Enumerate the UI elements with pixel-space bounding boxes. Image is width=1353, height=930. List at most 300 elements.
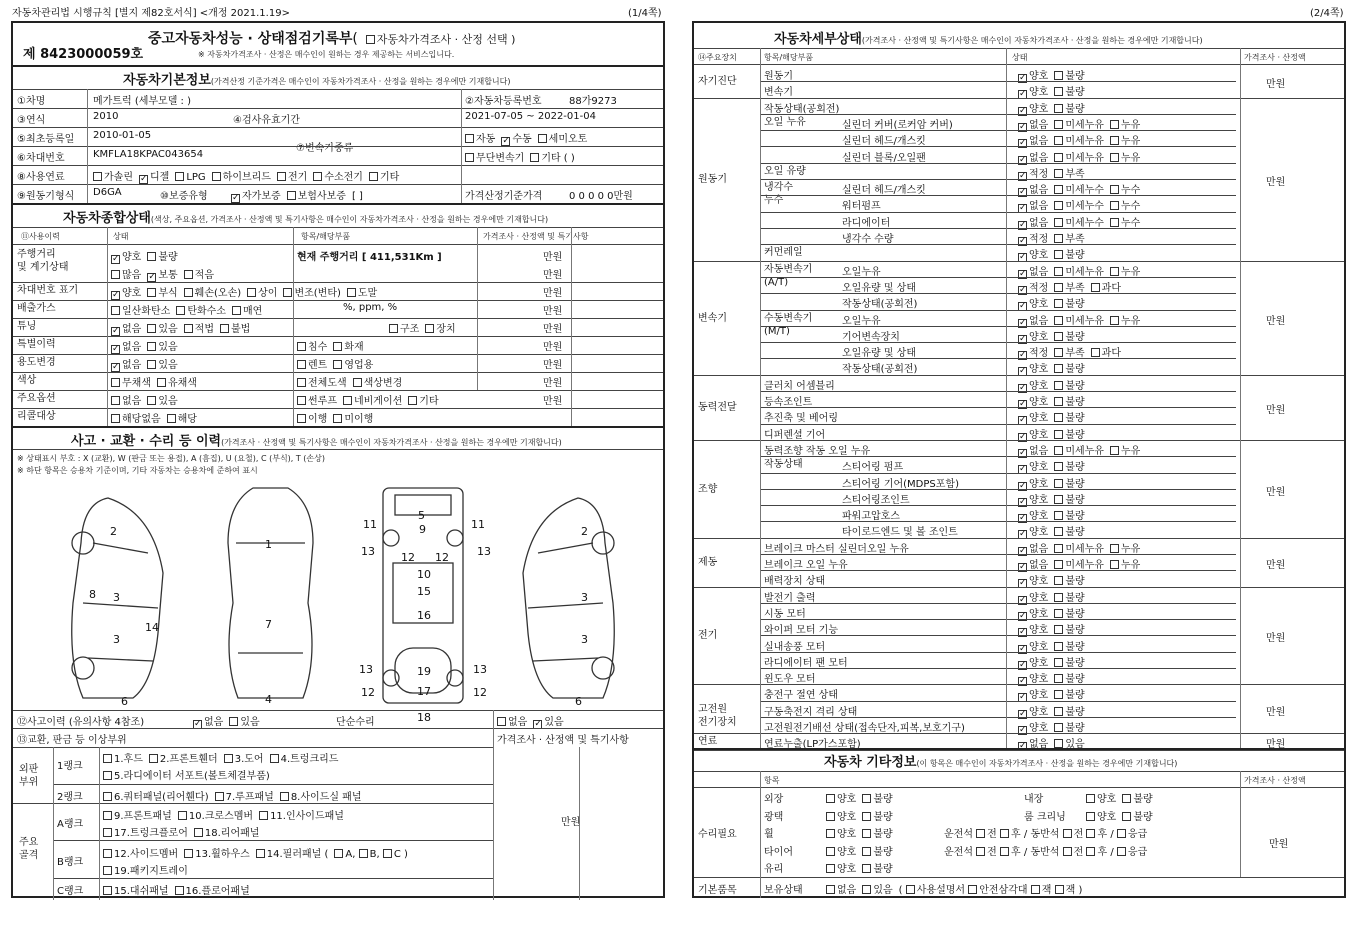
detail-state-options: ✓ 적정 부족 과다 — [1018, 344, 1127, 360]
detail-state-options: ✓ 양호 불량 — [1018, 572, 1091, 588]
checkbox[interactable] — [1054, 707, 1063, 716]
other-price-value: 만원 — [1269, 839, 1289, 850]
col-item: 항목/해당부품 — [301, 232, 351, 241]
rankB-label: B랭크 — [57, 857, 84, 868]
checkbox[interactable] — [111, 291, 120, 300]
rank1-items-b: 5.라디에이터 서포트(볼트체결부품) — [103, 767, 276, 782]
detail-group-label: 작동상태 — [764, 459, 803, 471]
checkbox[interactable] — [1110, 267, 1119, 276]
other-col-price: 가격조사 · 산정액 — [1244, 776, 1306, 785]
part-3-label: 3 — [581, 591, 588, 604]
part-12-label: 12 — [473, 686, 487, 699]
accident-price-header: 가격조사 · 산정액 및 특기사항 — [497, 735, 629, 746]
overall-row-status: ✓양호 불량 — [111, 248, 184, 264]
checkbox[interactable] — [147, 360, 156, 369]
checkbox[interactable] — [1054, 299, 1063, 308]
part-16-label: 16 — [417, 609, 431, 622]
checkbox[interactable] — [1054, 430, 1063, 439]
checkbox[interactable] — [333, 342, 342, 351]
transmission-options-2: 무단변속기 기타 ( ) — [465, 149, 581, 164]
overall-row-item: 구조 장치 — [389, 320, 462, 335]
detail-state-options: ✓ 양호 불량 — [1018, 393, 1091, 409]
checkbox[interactable] — [147, 342, 156, 351]
detail-section-price: 만원 — [1266, 487, 1286, 498]
detail-group-label: 자동변속기 (A/T) — [764, 263, 813, 288]
checkbox[interactable] — [1054, 544, 1063, 553]
overall-row-price: 만원 — [543, 270, 563, 281]
detail-item-label: 라디에이터 — [842, 217, 891, 229]
checkbox[interactable] — [147, 324, 156, 333]
detail-item-label: 타이로드엔드 및 볼 조인트 — [842, 527, 958, 539]
detail-item-label: 변속기 — [764, 87, 793, 99]
detail-section-price: 만원 — [1266, 177, 1286, 188]
detail-item-label: 스티어링조인트 — [842, 494, 910, 506]
detail-item-label: 브레이크 오일 누유 — [764, 560, 848, 571]
detail-section-name: 자기진단 — [698, 76, 737, 87]
checkbox[interactable] — [1054, 267, 1063, 276]
overall-row-price: 만원 — [543, 396, 563, 407]
checkbox[interactable] — [147, 288, 156, 297]
rank1-items-a: 1.후드 2.프론트휀더 3.도어 4.트렁크리드 — [103, 750, 344, 765]
overall-row-label: 용도변경 — [17, 357, 56, 368]
checkbox[interactable] — [1054, 511, 1063, 520]
overall-row-status: 해당없음 해당 — [111, 410, 203, 425]
part-6-label: 6 — [575, 695, 582, 708]
detail-state-options: ✓ 양호 불량 — [1018, 246, 1091, 262]
other-item-interior: 내장 — [1024, 794, 1044, 805]
checkbox[interactable] — [1054, 739, 1063, 748]
checkbox[interactable] — [1054, 104, 1063, 113]
detail-item-label: 구동축전지 격리 상태 — [764, 706, 858, 718]
checkbox[interactable] — [297, 414, 306, 423]
checkbox[interactable] — [220, 324, 229, 333]
detail-group-label: 냉각수 누수 — [764, 182, 793, 207]
keep-status-options: 없음 있음 ( 사용설명서 안전삼각대 잭 잭 ) — [826, 881, 1082, 896]
detail-state-options: ✓ 없음 미세누수 누수 — [1018, 197, 1146, 213]
detail-state-options: ✓ 없음 미세누수 누수 — [1018, 214, 1146, 230]
keep-status-label: 보유상태 — [764, 885, 803, 896]
accident-title: 사고 · 교환 · 수리 등 이력(가격조사 · 산정액 및 특기사항은 매수인이 자동차가격조사 · 산정을 원하는 경우에만 기재합니다) — [71, 434, 562, 449]
basic-info-title: 자동차기본정보(가격산정 기준가격은 매수인이 자동차가격조사 · 산정을 원하는 경우에만 기재합니다) — [123, 73, 511, 88]
checkbox[interactable] — [1110, 136, 1119, 145]
detail-state-options: ✓ 없음 미세누유 누유 — [1018, 263, 1146, 279]
overall-row-price: 만원 — [543, 306, 563, 317]
page-indicator-1: (1/4쪽) — [628, 8, 662, 19]
form-header-left: 자동차관리법 시행규칙 [별지 제82호서식] <개정 2021.1.19> — [12, 8, 290, 19]
detail-state-options: ✓ 양호 불량 — [1018, 67, 1091, 83]
checkbox[interactable] — [1054, 234, 1063, 243]
accident-history-options: ✓ 없음 있음 — [193, 713, 266, 729]
part-1-label: 1 — [265, 538, 272, 551]
checkbox[interactable] — [1054, 332, 1063, 341]
seat-position-options: 운전석 전 후 / 동반석 전 후 / 응급 — [944, 829, 1148, 840]
other-item-wheel: 휠 — [764, 829, 774, 840]
checkbox[interactable] — [1054, 250, 1063, 259]
detail-section-name: 변속기 — [698, 313, 727, 324]
part-12-label: 12 — [401, 551, 415, 564]
checkbox[interactable] — [1054, 462, 1063, 471]
checkbox[interactable] — [1054, 446, 1063, 455]
part-3-label: 3 — [581, 633, 588, 646]
detail-item-label: 작동상태(공회전) — [842, 364, 918, 376]
detail-item-label: 충전구 절연 상태 — [764, 690, 838, 702]
part-10-label: 10 — [417, 568, 431, 581]
detail-item-label: 작동상태(공회전) — [764, 103, 840, 115]
detail-state-options: ✓ 양호 불량 — [1018, 589, 1091, 605]
checkbox[interactable] — [333, 360, 342, 369]
detail-section-price: 만원 — [1266, 79, 1286, 90]
checkbox[interactable] — [1054, 593, 1063, 602]
checkbox[interactable] — [297, 378, 306, 387]
checkbox[interactable] — [1110, 446, 1119, 455]
detail-state-options: ✓ 양호 불량 — [1018, 523, 1091, 539]
detail-item-label: 배력장치 상태 — [764, 576, 826, 588]
overall-row-price: 만원 — [543, 288, 563, 299]
other-item-options: 양호 불량 — [1086, 790, 1159, 805]
checkbox[interactable] — [111, 363, 120, 372]
checkbox[interactable] — [1054, 479, 1063, 488]
part-6-label: 6 — [121, 695, 128, 708]
checkbox[interactable] — [1054, 560, 1063, 569]
overall-row-price: 만원 — [543, 378, 563, 389]
detail-item-label: 실내송풍 모터 — [764, 641, 826, 653]
detail-item-label: 오일유량 및 상태 — [842, 348, 916, 360]
detail-state-options: ✓ 양호 불량 — [1018, 377, 1091, 393]
detail-state-options: ✓ 없음 미세누유 누유 — [1018, 442, 1146, 458]
overall-row-item: %, ppm, % — [343, 302, 398, 313]
overall-row-status: 많음✓ 보통 적음 — [111, 266, 220, 282]
part-4-label: 4 — [265, 693, 272, 706]
checkbox[interactable] — [1054, 136, 1063, 145]
checkbox[interactable] — [1091, 348, 1100, 357]
label-reg-no: ②자동차등록번호 — [465, 96, 542, 107]
overall-row-price: 만원 — [543, 324, 563, 335]
engine-value: D6GA — [93, 187, 122, 198]
checkbox[interactable] — [1054, 413, 1063, 422]
detail-item-label: 오일유량 및 상태 — [842, 282, 916, 294]
detail-state-options: ✓ 양호 불량 — [1018, 719, 1091, 735]
checkbox[interactable] — [1054, 348, 1063, 357]
overall-row-label: 차대번호 표기 — [17, 285, 79, 296]
checkbox[interactable] — [425, 324, 434, 333]
detail-item-label: 파워고압호스 — [842, 511, 900, 523]
checkbox[interactable] — [297, 360, 306, 369]
detail-state-options: ✓ 적정 부족 과다 — [1018, 279, 1127, 295]
detail-section-name: 원동기 — [698, 174, 727, 185]
other-item-options: 양호 불량 — [826, 825, 899, 840]
detail-item-label: 실린더 헤드/개스킷 — [842, 185, 926, 197]
label-transmission: ⑦변속기종류 — [296, 143, 354, 154]
seat-position-options: 운전석 전 후 / 동반석 전 후 / 응급 — [944, 847, 1148, 858]
checkbox[interactable] — [333, 414, 342, 423]
other-item-options: 양호 불량 — [826, 808, 899, 823]
checkbox[interactable] — [1054, 642, 1063, 651]
checkbox[interactable] — [1054, 71, 1063, 80]
detail-state-options: ✓ 양호 불량 — [1018, 295, 1091, 311]
checkbox[interactable] — [1054, 283, 1063, 292]
detail-section-price: 만원 — [1266, 633, 1286, 644]
checkbox[interactable] — [157, 378, 166, 387]
detail-item-label: 추진축 및 베어링 — [764, 413, 838, 425]
other-info-title: 자동차 기타정보(이 항목은 매수인이 자동차가격조사 · 산정을 원하는 경우에만 기재합니다) — [824, 755, 1178, 770]
checkbox[interactable] — [1054, 690, 1063, 699]
overall-row-label: 튜닝 — [17, 321, 37, 332]
overall-row-item: 렌트 영업용 — [297, 356, 379, 371]
detail-item-label: 발전기 출력 — [764, 592, 816, 604]
vin-value: KMFLA18KPAC043654 — [93, 149, 204, 160]
checkbox[interactable] — [408, 396, 417, 405]
detail-state-options: ✓ 양호 불량 — [1018, 507, 1091, 523]
checkbox[interactable] — [1054, 397, 1063, 406]
overall-row-price: 만원 — [543, 252, 563, 263]
checkbox[interactable] — [111, 327, 120, 336]
part-13-label: 13 — [477, 545, 491, 558]
part-14-label: 14 — [145, 621, 159, 634]
outer-panel-label: 외판 부위 — [19, 764, 39, 788]
rankC-label: C랭크 — [57, 886, 84, 897]
checkbox[interactable] — [1054, 169, 1063, 178]
checkbox[interactable] — [283, 288, 292, 297]
detail-item-label: 스티어링 펌프 — [842, 462, 904, 474]
checkbox[interactable] — [1110, 316, 1119, 325]
legend-note: ※ 하단 항목은 승용차 기준이며, 기타 자동차는 승용차에 준하여 표시 — [17, 466, 258, 475]
overall-row-price: 만원 — [543, 360, 563, 371]
part-13-label: 13 — [473, 663, 487, 676]
checkbox[interactable] — [1054, 674, 1063, 683]
checkbox[interactable] — [1110, 218, 1119, 227]
checkbox[interactable] — [232, 306, 241, 315]
part-2-label: 2 — [581, 525, 588, 538]
checkbox[interactable] — [247, 288, 256, 297]
checkbox[interactable] — [1110, 201, 1119, 210]
rankA-items-a: 9.프론트패널 10.크로스멤버 11.인사이드패널 — [103, 807, 350, 822]
status-symbol-legend: ※ 상태표시 부호 : X (교환), W (판금 또는 용접), A (흠집), U (요철), C (부식), T (손상) — [17, 454, 326, 463]
detail-group-label: 오일 누유 — [764, 116, 806, 128]
reg-no-value: 88가9273 — [569, 96, 617, 107]
detail-item-label: 동력조향 작동 오일 누유 — [764, 445, 871, 457]
label-warranty: ⑩보증유형 — [160, 191, 208, 202]
checkbox[interactable] — [1054, 153, 1063, 162]
other-col-item: 항목 — [764, 776, 780, 785]
year-value: 2010 — [93, 111, 119, 122]
checkbox[interactable] — [111, 255, 120, 264]
checkbox[interactable] — [1110, 185, 1119, 194]
checkbox[interactable] — [347, 288, 356, 297]
part-9-label: 9 — [419, 523, 426, 536]
overall-row-label: 주요옵션 — [17, 393, 56, 404]
checkbox[interactable] — [1054, 625, 1063, 634]
checkbox[interactable] — [1054, 120, 1063, 129]
overall-row-status: ✓ 없음 있음 — [111, 338, 184, 354]
checkbox[interactable] — [1054, 381, 1063, 390]
simple-repair-none-checkbox[interactable] — [497, 717, 506, 726]
detail-state-options: ✓ 없음 미세누유 누유 — [1018, 132, 1146, 148]
other-item-options: 양호 불량 — [826, 843, 899, 858]
part-5-label: 5 — [418, 509, 425, 522]
checkbox[interactable] — [111, 378, 120, 387]
part-13-label: 13 — [361, 545, 375, 558]
detail-state-options: ✓ 양호 불량 — [1018, 409, 1091, 425]
detail-item-label: 스티어링 기어(MDPS포함) — [842, 478, 959, 490]
checkbox[interactable] — [353, 378, 362, 387]
accident-price-value: 만원 — [561, 817, 581, 828]
detail-state-options: ✓ 양호 불량 — [1018, 605, 1091, 621]
part-17-label: 17 — [417, 685, 431, 698]
checkbox[interactable] — [1054, 364, 1063, 373]
checkbox[interactable] — [297, 342, 306, 351]
checkbox[interactable] — [1054, 495, 1063, 504]
checkbox[interactable] — [1054, 576, 1063, 585]
detail-item-label: 와이퍼 모터 기능 — [764, 625, 838, 637]
replace-area-label: ⑬교환, 판금 등 이상부위 — [17, 735, 127, 746]
detail-section-name: 조향 — [698, 484, 718, 495]
checkbox[interactable] — [111, 270, 120, 279]
other-item-options: 양호 불량 — [1086, 808, 1159, 823]
checkbox[interactable] — [1054, 185, 1063, 194]
price-service-checkbox[interactable] — [366, 35, 375, 44]
part-19-label: 19 — [417, 665, 431, 678]
detail-item-label: 실린더 커버(로커암 커버) — [842, 119, 953, 131]
checkbox[interactable] — [1091, 283, 1100, 292]
detail-state-options: ✓ 양호 불량 — [1018, 475, 1091, 491]
simple-repair-label: 단순수리 — [336, 717, 375, 728]
part-13-label: 13 — [359, 663, 373, 676]
detail-state-options: ✓ 양호 불량 — [1018, 686, 1091, 702]
checkbox[interactable] — [147, 252, 156, 261]
checkbox[interactable] — [111, 345, 120, 354]
overall-row-item: 현재 주행거리 [ 411,531Km ] — [297, 252, 442, 263]
checkbox[interactable] — [111, 396, 120, 405]
detail-state-options: ✓ 양호 불량 — [1018, 670, 1091, 686]
detail-section-name: 전기 — [698, 630, 718, 641]
label-engine: ⑨원동기형식 — [17, 191, 75, 202]
checkbox[interactable] — [184, 288, 193, 297]
base-price-value: 0 0 0 0 0만원 — [569, 191, 633, 202]
checkbox[interactable] — [111, 414, 120, 423]
detail-state-options: ✓ 없음 미세누유 누유 — [1018, 312, 1146, 328]
detail-item-label: 시동 모터 — [764, 608, 806, 620]
checkbox[interactable] — [1054, 609, 1063, 618]
col-status: 상태 — [113, 232, 129, 241]
detail-item-label: 작동상태(공회전) — [842, 299, 918, 311]
detail-state-options: ✓ 없음 미세누유 누유 — [1018, 149, 1146, 165]
detail-item-label: 기어변속장치 — [842, 331, 900, 343]
overall-row-status: ✓ 없음 있음 — [111, 356, 184, 372]
detail-item-label: 고전원전기배선 상태(접속단자,피복,보호기구) — [764, 723, 965, 734]
checkbox[interactable] — [184, 270, 193, 279]
detail-item-label: 윈도우 모터 — [764, 674, 816, 686]
rankB-items-b: 19.패키지트레이 — [103, 862, 194, 877]
checkbox[interactable] — [1110, 120, 1119, 129]
checkbox[interactable] — [1110, 544, 1119, 553]
transmission-options-1: 자동✓ 수동 세미오토 — [465, 130, 593, 146]
form-title: 중고자동차성능 · 상태점검기록부( 자동차가격조사 · 산정 선택 ) — [148, 31, 516, 47]
overall-row-status: 무채색 유채색 — [111, 374, 203, 389]
checkbox[interactable] — [1110, 560, 1119, 569]
detail-state-options: ✓ 양호 불량 — [1018, 360, 1091, 376]
checkbox[interactable] — [111, 306, 120, 315]
rankC-items: 15.대쉬패널 16.플로어패널 — [103, 882, 256, 897]
label-fuel: ⑧사용연료 — [17, 172, 65, 183]
detail-state-options: ✓ 양호 불량 — [1018, 83, 1091, 99]
col-price: 가격조사 · 산정액 — [1244, 53, 1306, 62]
main-frame-label: 주요 골격 — [19, 837, 39, 861]
detail-state-options: ✓ 적정 부족 — [1018, 165, 1091, 181]
checkbox[interactable] — [147, 396, 156, 405]
detail-status-title: 자동차세부상태(가격조사 · 산정액 및 특기사항은 매수인이 자동차가격조사 · 산정을 원하는 경우에만 기재합니다) — [774, 32, 1203, 47]
overall-row-status: 일산화탄소 탄화수소 매연 — [111, 302, 268, 317]
checkbox[interactable] — [1054, 527, 1063, 536]
part-3-label: 3 — [113, 633, 120, 646]
detail-state-options: ✓ 없음 미세누유 누유 — [1018, 540, 1146, 556]
detail-item-label: 워터펌프 — [842, 201, 881, 213]
col-main-device: ⑭주요장치 — [698, 53, 737, 62]
detail-group-label: 커먼레일 — [764, 247, 803, 259]
detail-group-label: 오일 유량 — [764, 165, 806, 177]
detail-state-options: ✓ 없음 있음 — [1018, 735, 1091, 751]
checkbox[interactable] — [1054, 201, 1063, 210]
checkbox[interactable] — [1054, 316, 1063, 325]
detail-state-options: ✓ 양호 불량 — [1018, 703, 1091, 719]
accident-yes-checkbox[interactable] — [229, 717, 238, 726]
checkbox[interactable] — [389, 324, 398, 333]
page-indicator-2: (2/4쪽) — [1310, 8, 1344, 19]
overall-row-label: 주행거리 및 계기상태 — [17, 249, 69, 273]
other-item-options: 양호 불량 — [826, 860, 899, 875]
detail-section-price: 만원 — [1266, 405, 1286, 416]
overall-row-status: 없음 있음 — [111, 392, 184, 407]
label-valid-period: ④검사유효기간 — [233, 115, 300, 126]
checkbox[interactable] — [147, 273, 156, 282]
simple-repair-options: 없음✓ 있음 — [497, 713, 570, 729]
other-item-glass: 유리 — [764, 864, 784, 875]
detail-section-price: 만원 — [1266, 739, 1286, 750]
overall-row-item: 썬루프 네비게이션 기타 — [297, 392, 445, 407]
checkbox[interactable] — [343, 396, 352, 405]
checkbox[interactable] — [1054, 87, 1063, 96]
first-reg-value: 2010-01-05 — [93, 130, 152, 141]
detail-state-options: ✓ 양호 불량 — [1018, 100, 1091, 116]
checkbox[interactable] — [1054, 658, 1063, 667]
checkbox[interactable] — [1110, 153, 1119, 162]
checkbox[interactable] — [176, 306, 185, 315]
detail-item-label: 실린더 헤드/개스킷 — [842, 136, 926, 148]
rank2-label: 2랭크 — [57, 792, 83, 803]
detail-item-label: 라디에이터 팬 모터 — [764, 657, 848, 669]
fuel-options: 가솔린✓ 디젤 LPG 하이브리드 전기 수소전기 기타 — [93, 168, 405, 184]
checkbox[interactable] — [1054, 218, 1063, 227]
detail-item-label: 클러치 어셈블리 — [764, 380, 835, 392]
checkbox[interactable] — [297, 396, 306, 405]
col-usage-history: ⑪사용이력 — [21, 232, 60, 241]
accident-history-label: ⑫사고이력 (유의사항 4참조) — [17, 717, 145, 728]
label-year: ③연식 — [17, 115, 46, 126]
detail-item-label: 냉각수 수량 — [842, 234, 894, 245]
detail-section-price: 만원 — [1266, 707, 1286, 718]
checkbox[interactable] — [184, 324, 193, 333]
rankA-label: A랭크 — [57, 819, 84, 830]
col-state: 상태 — [1012, 53, 1028, 62]
detail-state-options: ✓ 양호 불량 — [1018, 458, 1091, 474]
checkbox[interactable] — [167, 414, 176, 423]
rank1-label: 1랭크 — [57, 761, 83, 772]
detail-item-label: 오일누유 — [842, 315, 881, 327]
part-15-label: 15 — [417, 585, 431, 598]
checkbox[interactable] — [1054, 723, 1063, 732]
part-18-label: 18 — [417, 711, 431, 724]
overall-row-label: 특별이력 — [17, 339, 56, 350]
label-car-name: ①차명 — [17, 96, 46, 107]
